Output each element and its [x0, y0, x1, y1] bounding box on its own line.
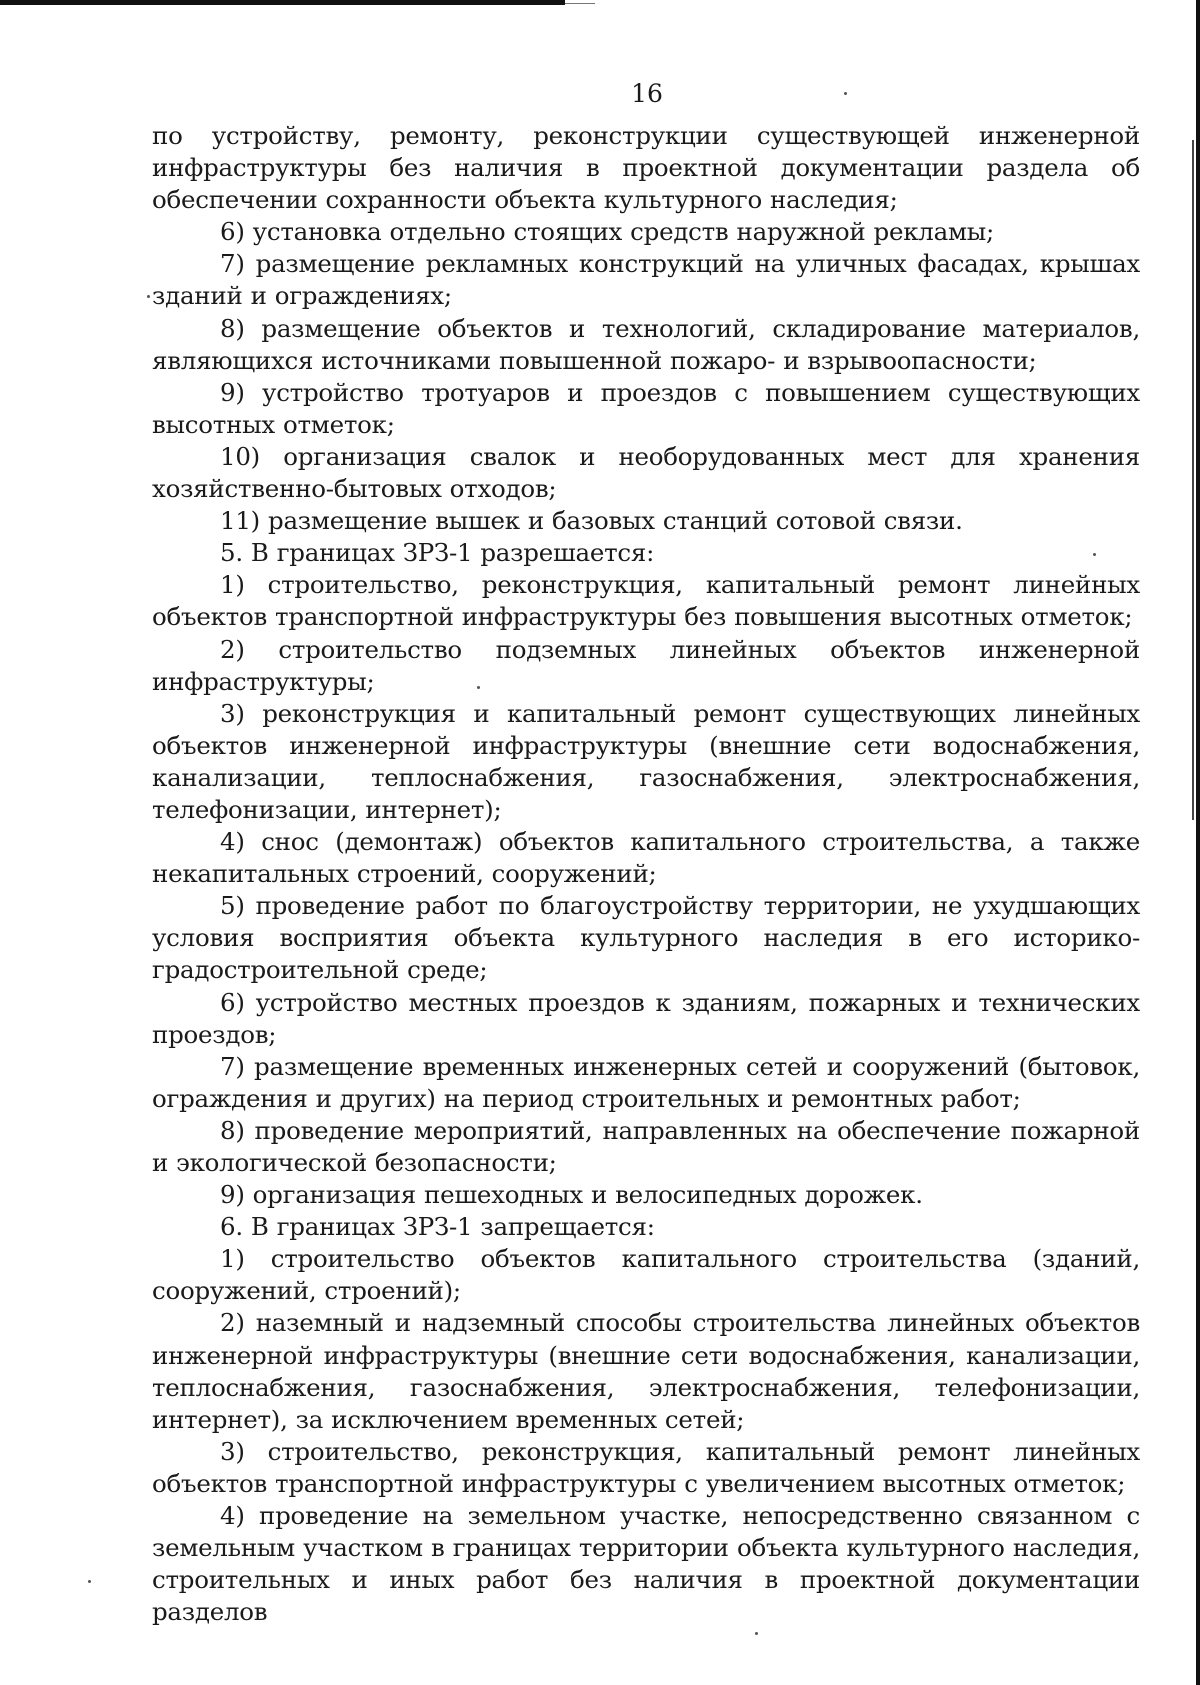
scan-right-border — [1196, 0, 1200, 1685]
paragraph: 6) устройство местных проездов к зданиям, пожарных и технических проездов; — [152, 987, 1140, 1049]
paragraph: 6) установка отдельно стоящих средств наружной рекламы; — [220, 217, 995, 247]
paragraph: 10) организация свалок и необорудованных мест для хранения хозяйственно-бытовых отходов; — [152, 441, 1140, 504]
document-body — [152, 120, 1140, 1628]
page-number: 16 — [631, 79, 663, 108]
paragraph: 9) устройство тротуаров и проездов с повышением существующих высотных отметок; — [152, 377, 1140, 439]
paragraph: 1) строительство, реконструкция, капитальный ремонт линейных объектов транспортной инфраструктуры без повышения высотных отметок; — [152, 570, 1140, 632]
paragraph: 11) размещение вышек и базовых станций сотовой связи. — [220, 506, 963, 536]
paragraph: 3) реконструкция и капитальный ремонт существующих линейных объектов инженерной инфраструктуры (внешние сети водоснабжения, канализации, теплоснабжения, газоснабжения, электроснабжения, телефонизации, интернет); — [152, 698, 1140, 824]
scan-speck — [88, 1580, 91, 1583]
paragraph: 4) проведение на земельном участке, непосредственно связанном с земельным участком в границах территории объекта культурного наследия, строительных и иных работ без наличия в проектной документации разделов — [152, 1501, 1140, 1627]
paragraph: 1) строительство объектов капитального строительства (зданий, сооружений, строений); — [152, 1244, 1140, 1306]
paragraph: 2) строительство подземных линейных объектов инженерной инфраструктуры; — [152, 634, 1140, 696]
scan-speck — [755, 1632, 758, 1635]
paragraph: 7) размещение временных инженерных сетей и сооружений (бытовок, ограждения и других) на период строительных и ремонтных работ; — [152, 1051, 1140, 1113]
scan-top-border-tail — [565, 3, 595, 4]
paragraph: 9) организация пешеходных и велосипедных дорожек. — [220, 1180, 923, 1210]
scan-right-shadow — [1192, 140, 1194, 820]
paragraph: 2) наземный и надземный способы строительства линейных объектов инженерной инфраструктуры (внешние сети водоснабжения, канализации, теплоснабжения, газоснабжения, электроснабжения, телефонизации, интернет), за исключением временных сетей; — [152, 1308, 1140, 1434]
paragraph: 3) строительство, реконструкция, капитальный ремонт линейных объектов транспортной инфраструктуры с увеличением высотных отметок; — [152, 1436, 1140, 1498]
paragraph: 7) размещение рекламных конструкций на уличных фасадах, крышах зданий и ограждениях; — [152, 249, 1140, 311]
section-heading: 6. В границах ЗРЗ-1 запрещается: — [220, 1212, 655, 1242]
paragraph: 8) проведение мероприятий, направленных на обеспечение пожарной и экологической безопасности; — [152, 1115, 1140, 1177]
paragraph: 5) проведение работ по благоустройству территории, не ухудшающих условия восприятия объекта культурного наследия в его историко-градостроительной среде; — [152, 891, 1140, 985]
section-heading: 5. В границах ЗРЗ-1 разрешается: — [220, 538, 655, 568]
paragraph: по устройству, ремонту, реконструкции существующей инженерной инфраструктуры без наличия в проектной документации раздела об обеспечении сохранности объекта культурного наследия; — [152, 121, 1140, 215]
scan-top-border — [0, 0, 565, 5]
paragraph: 8) размещение объектов и технологий, складирование материалов, являющихся источниками повышенной пожаро- и взрывоопасности; — [152, 313, 1140, 375]
scan-speck — [147, 295, 150, 298]
paragraph: 4) снос (демонтаж) объектов капитального строительства, а также некапитальных строений, сооружений; — [152, 827, 1140, 889]
